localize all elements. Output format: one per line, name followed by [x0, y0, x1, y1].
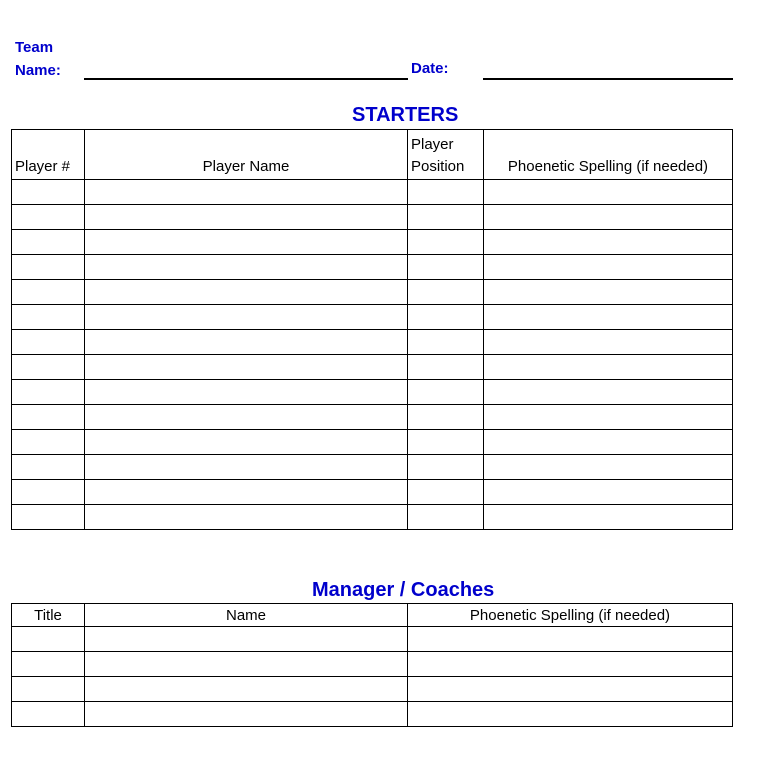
player-number-cell[interactable]	[12, 355, 85, 380]
phonetic-spelling-cell[interactable]	[484, 380, 733, 405]
table-row	[12, 305, 733, 330]
player-position-cell[interactable]	[408, 430, 484, 455]
player-name-cell[interactable]	[85, 205, 408, 230]
table-row	[12, 255, 733, 280]
player-number-cell[interactable]	[12, 330, 85, 355]
coach-title-cell[interactable]	[12, 627, 85, 652]
col-header-phonetic-spelling: Phoenetic Spelling (if needed)	[484, 130, 733, 180]
team-label-line2: Name:	[15, 62, 61, 79]
col-header-player-number: Player #	[12, 130, 85, 180]
phonetic-spelling-cell[interactable]	[484, 355, 733, 380]
phonetic-spelling-cell[interactable]	[484, 280, 733, 305]
coach-name-cell[interactable]	[85, 677, 408, 702]
starters-body	[12, 180, 733, 530]
col-header-title: Title	[12, 604, 85, 627]
phonetic-spelling-cell[interactable]	[484, 330, 733, 355]
player-position-cell[interactable]	[408, 505, 484, 530]
player-position-cell[interactable]	[408, 330, 484, 355]
table-row	[12, 280, 733, 305]
date-field[interactable]	[483, 78, 733, 80]
player-name-cell[interactable]	[85, 380, 408, 405]
starters-title: STARTERS	[352, 104, 459, 126]
player-name-cell[interactable]	[85, 505, 408, 530]
table-row	[12, 205, 733, 230]
player-number-cell[interactable]	[12, 280, 85, 305]
position-header-line2: Position	[411, 158, 465, 175]
table-row	[12, 180, 733, 205]
phonetic-spelling-cell[interactable]	[408, 627, 733, 652]
table-row	[12, 430, 733, 455]
col-header-player-name: Player Name	[85, 130, 408, 180]
table-row	[12, 455, 733, 480]
table-row	[12, 627, 733, 652]
player-name-cell[interactable]	[85, 330, 408, 355]
player-name-cell[interactable]	[85, 255, 408, 280]
col-header-name: Name	[85, 604, 408, 627]
col-header-player-position	[408, 130, 484, 180]
phonetic-spelling-cell[interactable]	[484, 455, 733, 480]
player-number-cell[interactable]	[12, 480, 85, 505]
player-number-cell[interactable]	[12, 505, 85, 530]
player-number-cell[interactable]	[12, 380, 85, 405]
table-row	[12, 652, 733, 677]
player-number-cell[interactable]	[12, 180, 85, 205]
table-row	[12, 405, 733, 430]
player-number-cell[interactable]	[12, 430, 85, 455]
phonetic-spelling-cell[interactable]	[484, 230, 733, 255]
table-row	[12, 380, 733, 405]
table-row	[12, 505, 733, 530]
table-row	[12, 702, 733, 727]
player-name-cell[interactable]	[85, 305, 408, 330]
coaches-title: Manager / Coaches	[312, 579, 495, 601]
coach-title-cell[interactable]	[12, 677, 85, 702]
phonetic-spelling-cell[interactable]	[484, 405, 733, 430]
player-position-cell[interactable]	[408, 405, 484, 430]
player-number-cell[interactable]	[12, 205, 85, 230]
phonetic-spelling-cell[interactable]	[408, 702, 733, 727]
player-number-cell[interactable]	[12, 405, 85, 430]
table-row	[12, 230, 733, 255]
player-name-cell[interactable]	[85, 280, 408, 305]
player-number-cell[interactable]	[12, 255, 85, 280]
date-label: Date:	[411, 60, 449, 77]
coach-name-cell[interactable]	[85, 652, 408, 677]
phonetic-spelling-cell[interactable]	[484, 430, 733, 455]
phonetic-spelling-cell[interactable]	[484, 305, 733, 330]
phonetic-spelling-cell[interactable]	[484, 180, 733, 205]
table-row	[12, 677, 733, 702]
phonetic-spelling-cell[interactable]	[484, 255, 733, 280]
table-row	[12, 330, 733, 355]
phonetic-spelling-cell[interactable]	[484, 205, 733, 230]
player-position-cell[interactable]	[408, 230, 484, 255]
player-name-cell[interactable]	[85, 180, 408, 205]
player-position-cell[interactable]	[408, 355, 484, 380]
table-row	[12, 480, 733, 505]
player-position-cell[interactable]	[408, 205, 484, 230]
player-position-cell[interactable]	[408, 305, 484, 330]
coaches-body	[12, 627, 733, 727]
phonetic-spelling-cell[interactable]	[408, 677, 733, 702]
table-row	[12, 355, 733, 380]
phonetic-spelling-cell[interactable]	[484, 480, 733, 505]
coaches-table	[11, 603, 733, 727]
player-name-cell[interactable]	[85, 455, 408, 480]
player-number-cell[interactable]	[12, 305, 85, 330]
player-position-cell[interactable]	[408, 380, 484, 405]
player-position-cell[interactable]	[408, 255, 484, 280]
position-header-line1: Player	[411, 136, 454, 153]
player-position-cell[interactable]	[408, 480, 484, 505]
player-position-cell[interactable]	[408, 455, 484, 480]
coach-name-cell[interactable]	[85, 702, 408, 727]
player-number-cell[interactable]	[12, 455, 85, 480]
coaches-header-row	[12, 604, 733, 627]
player-name-cell[interactable]	[85, 480, 408, 505]
starters-table	[11, 129, 733, 530]
starters-header-row	[12, 130, 733, 180]
col-header-phonetic-spelling: Phoenetic Spelling (if needed)	[408, 604, 733, 627]
player-name-cell[interactable]	[85, 430, 408, 455]
team-name-field[interactable]	[84, 78, 408, 80]
player-name-cell[interactable]	[85, 355, 408, 380]
team-label-line1: Team	[15, 39, 54, 56]
coach-title-cell[interactable]	[12, 652, 85, 677]
phonetic-spelling-cell[interactable]	[484, 505, 733, 530]
coach-title-cell[interactable]	[12, 702, 85, 727]
team-name-label	[15, 36, 61, 82]
player-position-cell[interactable]	[408, 180, 484, 205]
phonetic-spelling-cell[interactable]	[408, 652, 733, 677]
player-position-cell[interactable]	[408, 280, 484, 305]
player-name-cell[interactable]	[85, 230, 408, 255]
player-number-cell[interactable]	[12, 230, 85, 255]
player-name-cell[interactable]	[85, 405, 408, 430]
coach-name-cell[interactable]	[85, 627, 408, 652]
